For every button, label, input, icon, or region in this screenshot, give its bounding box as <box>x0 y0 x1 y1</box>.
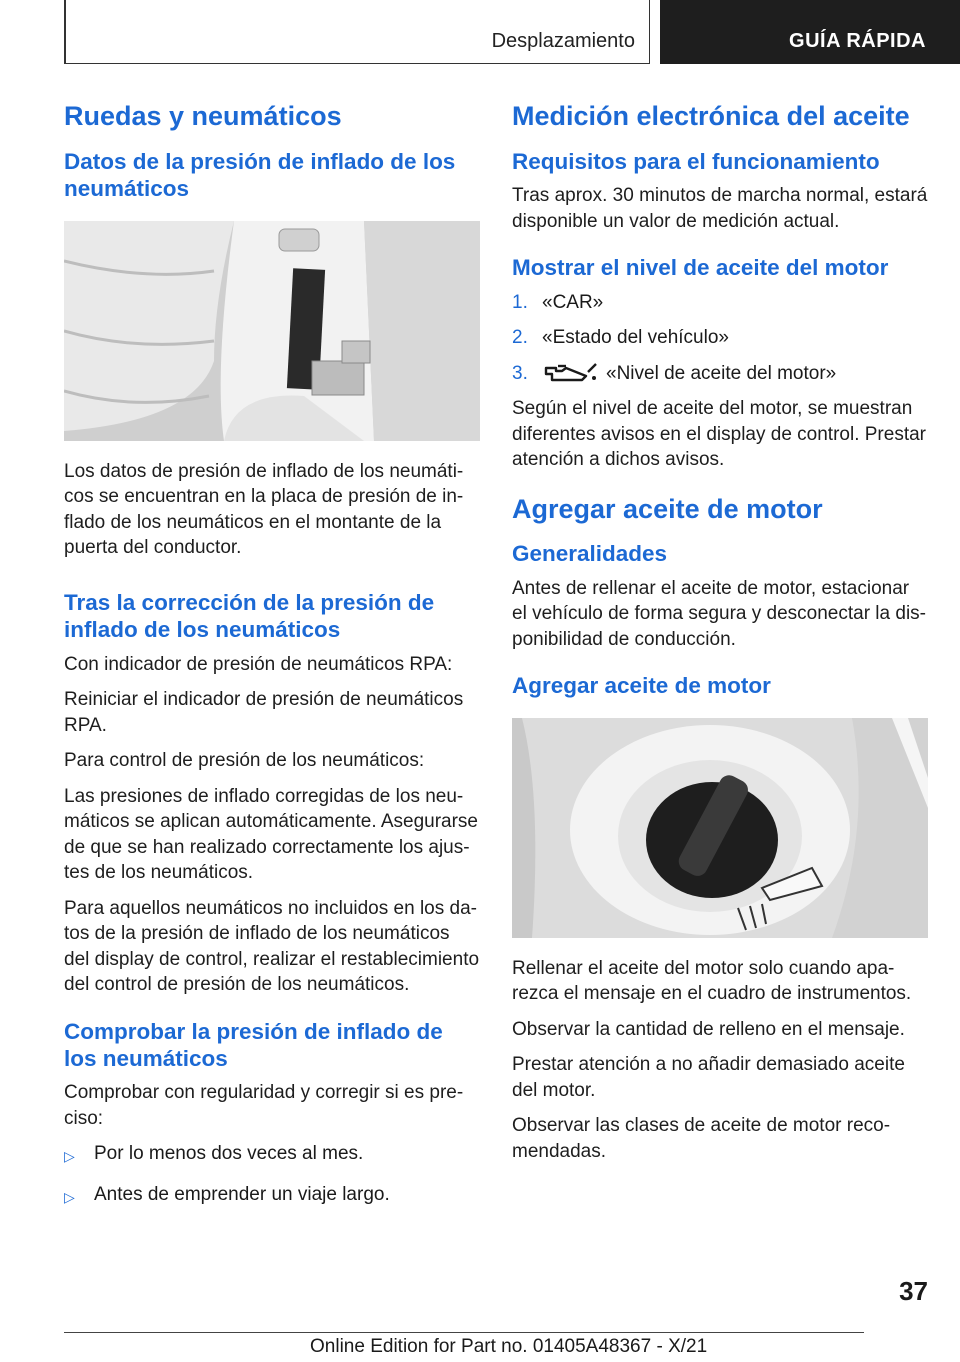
oil-can-icon <box>542 362 598 384</box>
oil-filler-cap-photo <box>512 718 928 938</box>
step-item <box>512 325 928 351</box>
step-item <box>512 361 928 387</box>
check-regularly-text: Comprobar con regularidad y corregir si es pre-ciso: <box>64 1082 464 1129</box>
pressure-control-text: Para control de presión de los neumáticos: <box>64 750 425 771</box>
general-text: Antes de rellenar el aceite de motor, estacionar el vehículo de forma segura y desconectar la dis-ponibilidad de conducción. <box>512 577 926 650</box>
oil-level-text: Según el nivel de aceite del motor, se muestran diferentes avisos en el display de control. Prestar atención a dichos avisos. <box>512 398 926 471</box>
fill-quantity-text: Observar la cantidad de relleno en el mensaje. <box>512 1018 905 1040</box>
oil-grade-text: Observar las clases de aceite de motor reco-mendadas. <box>512 1115 891 1162</box>
step-number: 2. <box>512 327 528 349</box>
heading-requirements: Requisitos para el funcionamiento <box>512 148 880 174</box>
step-number: 1. <box>512 291 528 313</box>
door-pillar-photo <box>64 221 480 441</box>
footer-edition: Online Edition for Part no. 01405A48367 - X/21 <box>310 1336 708 1357</box>
heading-add-oil: Agregar aceite de motor <box>512 673 771 699</box>
heading-after-correction: Tras la corrección de la presión de inflado de los neumáticos <box>64 589 435 643</box>
heading-check-pressure: Comprobar la presión de inflado de los neumáticos <box>64 1018 443 1071</box>
no-overfill-text: Prestar atención a no añadir demasiado aceite del motor. <box>512 1054 905 1101</box>
heading-show-oil-level: Mostrar el nivel de aceite del motor <box>512 255 889 281</box>
triangle-right-outline-icon: ▷ <box>64 1148 75 1165</box>
heading-general: Generalidades <box>512 541 668 567</box>
list-item-text: Por lo menos dos veces al mes. <box>94 1143 364 1165</box>
header-section-tab <box>66 0 650 64</box>
rpa-reset-text: Reiniciar el indicador de presión de neumáticos RPA. <box>64 689 464 736</box>
pressure-reset-text: Para aquellos neumáticos no incluidos en los da-tos de la presión de inflado de los neumáticos del display de control, realizar el restablecimiento del control de presión de los neumáticos. <box>64 897 480 995</box>
step-text: «Nivel de aceite del motor» <box>606 362 837 384</box>
step-text: «Estado del vehículo» <box>542 327 729 349</box>
header-chapter-tab <box>660 0 960 64</box>
heading-tire-pressure-data: Datos de la presión de inflado de los neumáticos <box>64 148 456 202</box>
left-column <box>64 100 480 1222</box>
step-item <box>512 290 928 316</box>
page-number: 37 <box>899 1276 928 1306</box>
list-item <box>64 1141 480 1170</box>
tire-pressure-data-text: Los datos de presión de inflado de los neumáti-cos se encuentran en la placa de presión de in-flado de los neumáticos en el montante de la puerta del conductor. <box>64 460 464 559</box>
section-title-oil-measurement: Medición electrónica del aceite <box>512 101 910 131</box>
section-title-tires: Ruedas y neumáticos <box>64 101 342 131</box>
header-chapter-label: GUÍA RÁPIDA <box>789 30 926 52</box>
requirements-text: Tras aprox. 30 minutos de marcha normal, estará disponible un valor de medición actual. <box>512 185 928 232</box>
step-text: «CAR» <box>542 291 604 313</box>
footer-divider <box>64 1332 864 1333</box>
right-column <box>512 100 928 1174</box>
header-section-label: Desplazamiento <box>491 30 635 52</box>
rpa-text: Con indicador de presión de neumáticos RPA: <box>64 653 453 675</box>
list-item <box>64 1182 480 1211</box>
refill-condition-text: Rellenar el aceite del motor solo cuando apa-rezca el mensaje en el cuadro de instrumentos. <box>512 957 912 1005</box>
section-title-add-oil: Agregar aceite de motor <box>512 493 823 524</box>
step-number: 3. <box>512 362 528 384</box>
triangle-right-outline-icon: ▷ <box>64 1188 75 1205</box>
list-item-text: Antes de emprender un viaje largo. <box>94 1183 390 1205</box>
pressure-applied-text: Las presiones de inflado corregidas de los neu-máticos se aplican automáticamente. Asegurarse de que se han realizado correctamente los ajus-tes de los neumáticos. <box>64 785 478 883</box>
